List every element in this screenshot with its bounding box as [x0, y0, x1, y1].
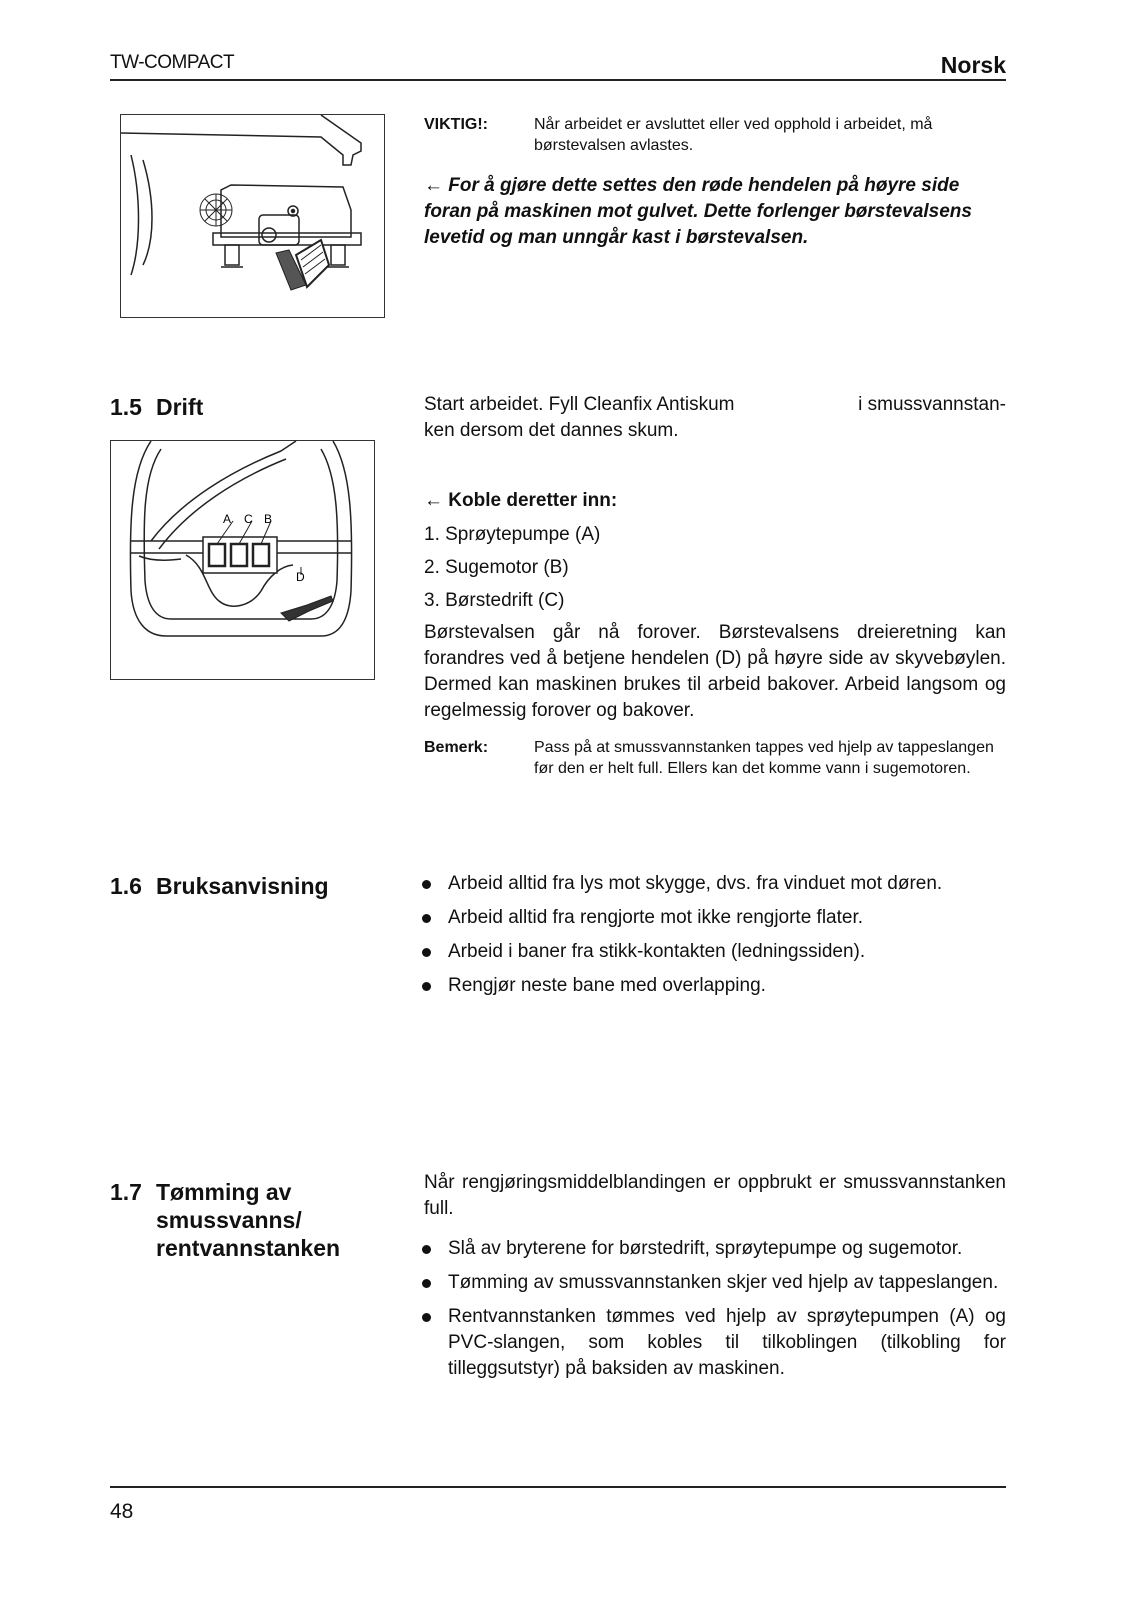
figure-brush-lever [120, 114, 385, 318]
label-d: D [296, 570, 305, 584]
section-1-5-title: Drift [156, 394, 204, 420]
document-model: TW-COMPACT [110, 52, 235, 73]
tank-bullets [418, 1236, 1006, 1390]
important-note [424, 114, 1006, 156]
figure-control-panel [110, 440, 375, 680]
intro-part-1: Start arbeidet. Fyll Cleanfix Antiskum [424, 394, 735, 415]
header-rule [110, 79, 1006, 81]
connect-heading: ← Koble deretter inn: [424, 490, 618, 511]
startup-steps [424, 518, 1006, 617]
lever-instruction: ← For å gjøre dette settes den røde hendelen på høyre side foran på maskinen mot gulvet. Dette forlenger børstevalsens levetid og man unngår kast i børstevalsen. [424, 175, 972, 248]
bullet-item: Arbeid i baner fra stikk-kontakten (ledningssiden). [418, 939, 1006, 965]
step-item: 2. Sugemotor (B) [424, 557, 569, 578]
bullet-item: Arbeid alltid fra rengjorte mot ikke rengjorte flater. [418, 905, 1006, 931]
bullet-item: Arbeid alltid fra lys mot skygge, dvs. fra vinduet mot døren. [418, 871, 1006, 897]
section-1-5-heading [110, 393, 203, 421]
document-language: Norsk [940, 52, 1006, 78]
important-text: Når arbeidet er avsluttet eller ved opphold i arbeidet, må børstevalsen avlastes. [534, 116, 933, 154]
section-1-6-heading [110, 872, 329, 900]
note-block [424, 737, 1006, 779]
note-text: Pass på at smussvannstanken tappes ved hjelp av tappeslangen før den er helt full. Ellers kan det komme vann i sugemotoren. [534, 739, 994, 777]
section-1-7-title-line-2: smussvanns/ [156, 1207, 302, 1233]
footer-rule [110, 1486, 1006, 1488]
bullet-item: Rentvannstanken tømmes ved hjelp av sprøytepumpen (A) og PVC-slangen, som kobles til tilkoblingen (tilkobling for tilleggsutstyr) på baksiden av maskinen. [418, 1304, 1006, 1382]
section-1-6-title: Bruksanvisning [156, 873, 329, 899]
intro-part-3: ken dersom det dannes skum. [424, 420, 679, 441]
label-a: A [223, 512, 232, 526]
usage-bullets [418, 871, 1006, 1007]
section-1-7-title-line-3: rentvannstanken [156, 1235, 341, 1261]
step-item: 3. Børstedrift (C) [424, 590, 565, 611]
section-1-5-intro [424, 392, 1006, 444]
note-label: Bemerk: [424, 739, 489, 756]
bullet-item: Tømming av smussvannstanken skjer ved hjelp av tappeslangen. [418, 1270, 1006, 1296]
control-panel-illustration [111, 441, 374, 679]
brush-lever-illustration [121, 115, 384, 317]
page-number: 48 [110, 1500, 134, 1523]
section-1-7-number: 1.7 [110, 1179, 142, 1205]
bullet-item: Rengjør neste bane med overlapping. [418, 973, 1006, 999]
intro-part-2: i smussvannstan- [858, 394, 1006, 415]
bullet-item: Slå av bryterene for børstedrift, sprøytepumpe og sugemotor. [418, 1236, 1006, 1262]
section-1-7-title-line-1: Tømming av [156, 1179, 292, 1205]
important-label: VIKTIG!: [424, 116, 488, 133]
label-c: C [244, 512, 253, 526]
tank-intro: Når rengjøringsmiddelblandingen er oppbrukt er smussvannstanken full. [424, 1172, 1006, 1219]
section-1-6-number: 1.6 [110, 873, 142, 899]
section-1-7-heading [110, 1178, 340, 1262]
section-1-5-number: 1.5 [110, 394, 142, 420]
label-b: B [264, 512, 273, 526]
direction-paragraph: Børstevalsen går nå forover. Børstevalsens dreieretning kan forandres ved å betjene hendelen (D) på høyre side av skyvebøylen. Dermed kan maskinen brukes til arbeid bakover. Arbeid langsom og regelmessig forover og bakover. [424, 622, 1006, 721]
step-item: 1. Sprøytepumpe (A) [424, 524, 601, 545]
